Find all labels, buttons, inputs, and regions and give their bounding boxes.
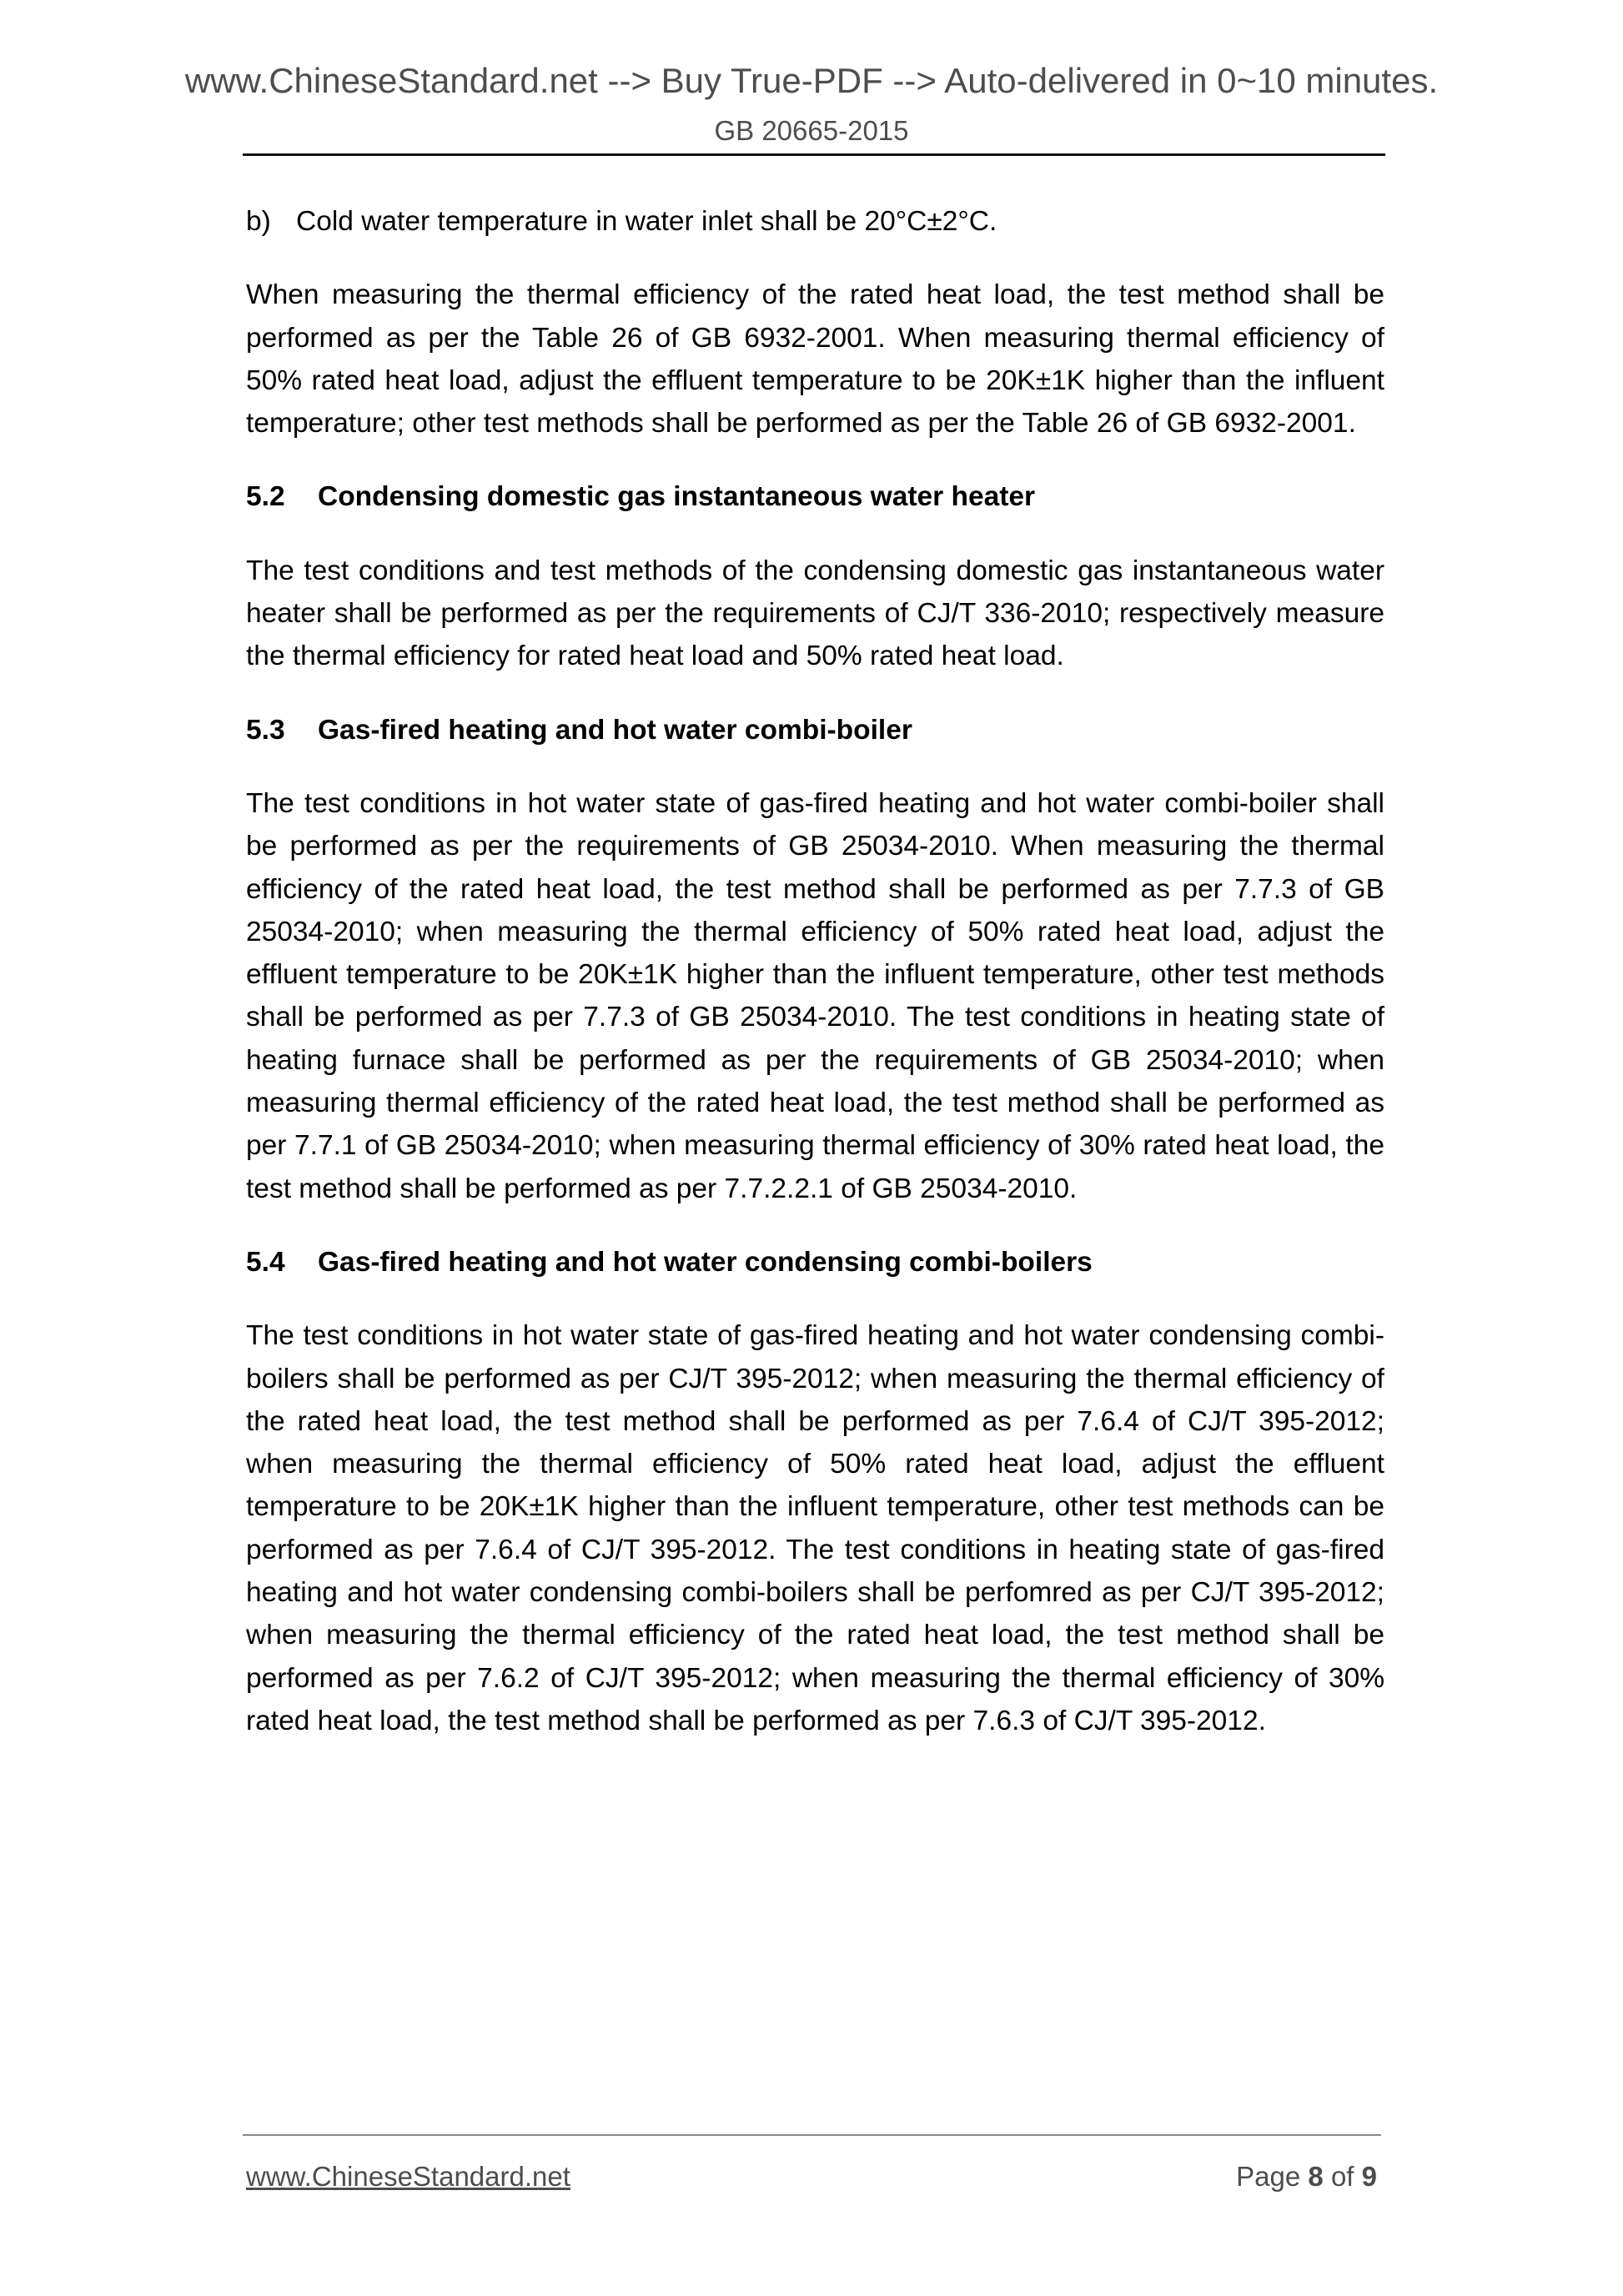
section-number: 5.2 (246, 481, 285, 513)
page-indicator (1236, 2160, 1377, 2193)
section-body-5-2: The test conditions and test methods of the condensing domestic gas instantaneous water heater shall be performed as per the requirements of CJ/T 336-2010; respectively measure the thermal efficiency for rated heat load and 50% rated heat load. (246, 555, 1384, 672)
section-number: 5.3 (246, 714, 285, 746)
footer-website-link[interactable]: www.ChineseStandard.net (246, 2161, 570, 2192)
list-item-b (246, 200, 1384, 243)
list-item-label: b) (246, 206, 271, 237)
section-heading-5-2 (246, 475, 1384, 518)
section-heading-5-4 (246, 1241, 1384, 1284)
section-title: Gas-fired heating and hot water condensing combi-boilers (318, 1246, 1093, 1278)
page-total: 9 (1361, 2161, 1377, 2192)
page-of: of (1323, 2161, 1362, 2192)
footer-divider (243, 2134, 1381, 2136)
section-title: Condensing domestic gas instantaneous water heater (318, 481, 1036, 513)
section-body-5-4: The test conditions in hot water state of gas-fired heating and hot water condensing combi-boilers shall be performed as per CJ/T 395-2012; when measuring the thermal efficiency of the rated heat load, the test method shall be performed as per 7.6.4 of CJ/T 395-2012; when measuring the thermal efficiency of 50% rated heat load, adjust the effluent temperature to be 20K±1K higher than the influent temperature, other test methods can be performed as per 7.6.4 of CJ/T 395-2012. The test conditions in heating state of gas-fired heating and hot water condensing combi-boilers shall be perfomred as per CJ/T 395-2012; when measuring the thermal efficiency of the rated heat load, the test method shall be performed as per 7.6.2 of CJ/T 395-2012; when measuring the thermal efficiency of 30% rated heat load, the test method shall be performed as per 7.6.3 of CJ/T 395-2012. (246, 1320, 1384, 1736)
standard-number: GB 20665-2015 (714, 115, 909, 146)
section-heading-5-3 (246, 709, 1384, 751)
header-banner: www.ChineseStandard.net --> Buy True-PDF --> Auto-delivered in 0~10 minutes. (184, 61, 1439, 100)
section-title: Gas-fired heating and hot water combi-boiler (318, 714, 912, 746)
page-current: 8 (1308, 2161, 1324, 2192)
paragraph-thermal-efficiency: When measuring the thermal efficiency of the rated heat load, the test method shall be performed as per the Table 26 of GB 6932-2001. When measuring thermal efficiency of 50% rated heat load, adjust the effluent temperature to be 20K±1K higher than the influent temperature; other test methods shall be performed as per the Table 26 of GB 6932-2001. (246, 279, 1384, 440)
page-prefix: Page (1236, 2161, 1309, 2192)
document-body (246, 200, 1384, 1773)
list-item-text: Cold water temperature in water inlet shall be 20°C±2°C. (296, 206, 997, 237)
header-divider (243, 153, 1385, 156)
section-body-5-3: The test conditions in hot water state of gas-fired heating and hot water combi-boiler shall be performed as per the requirements of GB 25034-2010. When measuring the thermal efficiency of the rated heat load, the test method shall be performed as per 7.7.3 of GB 25034-2010; when measuring the thermal efficiency of 50% rated heat load, adjust the effluent temperature to be 20K±1K higher than the influent temperature, other test methods shall be performed as per 7.7.3 of GB 25034-2010. The test conditions in heating state of heating furnace shall be performed as per the requirements of GB 25034-2010; when measuring thermal efficiency of the rated heat load, the test method shall be performed as per 7.7.1 of GB 25034-2010; when measuring thermal efficiency of 30% rated heat load, the test method shall be performed as per 7.7.2.2.1 of GB 25034-2010. (246, 787, 1384, 1204)
section-number: 5.4 (246, 1246, 285, 1278)
